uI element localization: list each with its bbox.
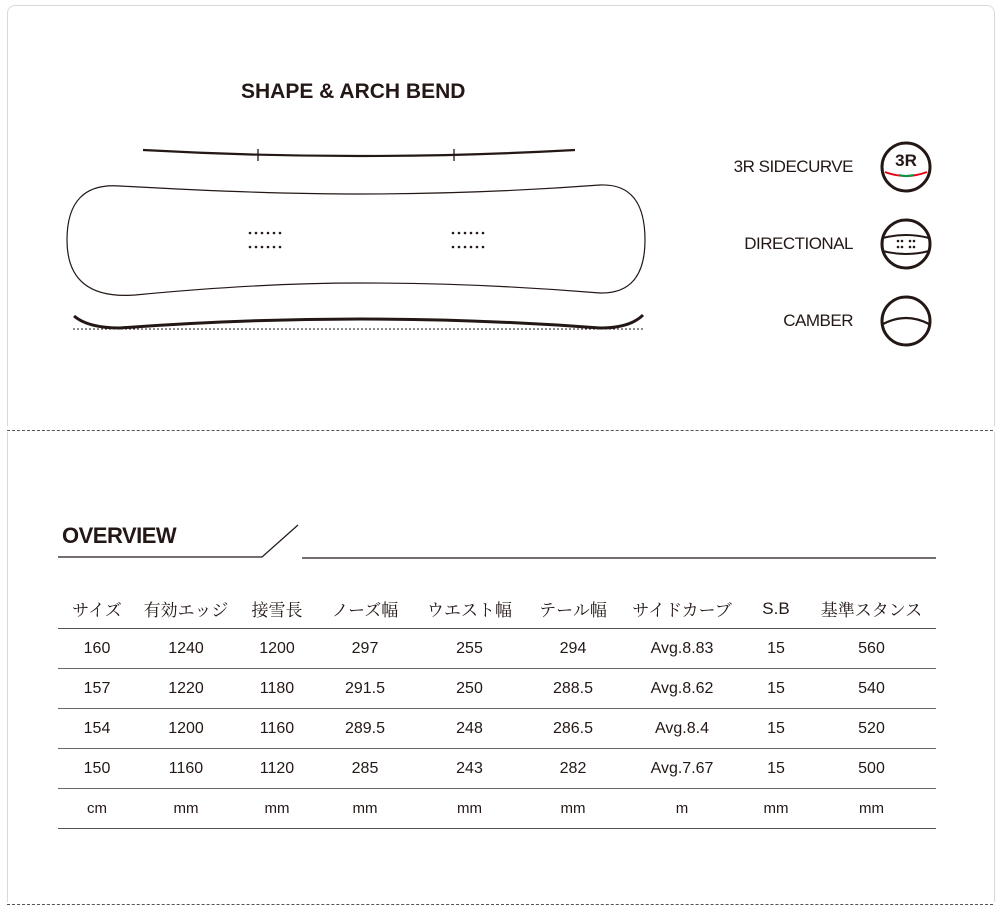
section-divider <box>7 430 993 431</box>
table-cell: 255 <box>412 629 527 669</box>
table-cell: 1160 <box>136 749 236 789</box>
table-row <box>58 749 936 789</box>
table-cell: 154 <box>58 709 136 749</box>
table-cell: 540 <box>807 669 936 709</box>
feature-camber-label: CAMBER <box>783 311 853 330</box>
table-units-row <box>58 789 936 829</box>
table-cell: 1200 <box>236 629 318 669</box>
board-profile-line <box>143 150 575 156</box>
insert-holes-rear <box>452 232 485 249</box>
unit-cell: mm <box>807 789 936 829</box>
unit-cell: mm <box>136 789 236 829</box>
table-row <box>58 709 936 749</box>
header-effective-edge: 有効エッジ <box>136 589 236 629</box>
table-cell: 157 <box>58 669 136 709</box>
table-cell: 250 <box>412 669 527 709</box>
table-cell: Avg.8.4 <box>619 709 745 749</box>
table-cell: 1180 <box>236 669 318 709</box>
table-cell: 285 <box>318 749 412 789</box>
header-size: サイズ <box>58 589 136 629</box>
board-outline <box>67 185 645 295</box>
unit-cell: mm <box>236 789 318 829</box>
header-setback: S.B <box>745 589 807 629</box>
3r-icon-text: 3R <box>895 151 917 170</box>
table-cell: 291.5 <box>318 669 412 709</box>
table-cell: 520 <box>807 709 936 749</box>
table-cell: 1160 <box>236 709 318 749</box>
insert-holes-front <box>249 232 282 249</box>
feature-directional-label: DIRECTIONAL <box>744 234 853 253</box>
header-reference-stance: 基準スタンス <box>807 589 936 629</box>
header-waist-width: ウエスト幅 <box>412 589 527 629</box>
table-cell: 560 <box>807 629 936 669</box>
table-cell: Avg.8.62 <box>619 669 745 709</box>
table-cell: 1120 <box>236 749 318 789</box>
table-cell: 289.5 <box>318 709 412 749</box>
directional-icon <box>879 217 933 271</box>
bottom-divider <box>7 904 993 905</box>
table-cell: Avg.8.83 <box>619 629 745 669</box>
unit-cell: m <box>619 789 745 829</box>
table-cell: 15 <box>745 749 807 789</box>
unit-cell: mm <box>412 789 527 829</box>
camber-profile <box>74 315 643 328</box>
table-cell: 294 <box>527 629 619 669</box>
3r-sidecurve-icon <box>879 140 933 194</box>
header-sidecut: サイドカーブ <box>619 589 745 629</box>
shape-arch-bend-title: SHAPE & ARCH BEND <box>241 80 466 103</box>
table-cell: 150 <box>58 749 136 789</box>
unit-cell: mm <box>318 789 412 829</box>
board-illustration <box>60 140 660 340</box>
table-cell: 286.5 <box>527 709 619 749</box>
table-cell: 160 <box>58 629 136 669</box>
table-header-row <box>58 589 936 629</box>
unit-cell: cm <box>58 789 136 829</box>
table-cell: 15 <box>745 669 807 709</box>
table-cell: 1240 <box>136 629 236 669</box>
header-nose-width: ノーズ幅 <box>318 589 412 629</box>
table-cell: 297 <box>318 629 412 669</box>
table-cell: 15 <box>745 709 807 749</box>
table-cell: 288.5 <box>527 669 619 709</box>
table-cell: 15 <box>745 629 807 669</box>
table-cell: 1200 <box>136 709 236 749</box>
table-cell: 248 <box>412 709 527 749</box>
overview-title: OVERVIEW <box>62 523 177 548</box>
spec-table <box>58 589 936 829</box>
table-cell: 1220 <box>136 669 236 709</box>
table-row <box>58 629 936 669</box>
header-contact-length: 接雪長 <box>236 589 318 629</box>
feature-3r-sidecurve-label: 3R SIDECURVE <box>733 157 853 176</box>
table-cell: 282 <box>527 749 619 789</box>
camber-icon <box>879 294 933 348</box>
table-cell: 243 <box>412 749 527 789</box>
table-row <box>58 669 936 709</box>
overview-heading-rule <box>58 523 938 563</box>
table-cell: Avg.7.67 <box>619 749 745 789</box>
unit-cell: mm <box>527 789 619 829</box>
header-tail-width: テール幅 <box>527 589 619 629</box>
unit-cell: mm <box>745 789 807 829</box>
table-cell: 500 <box>807 749 936 789</box>
